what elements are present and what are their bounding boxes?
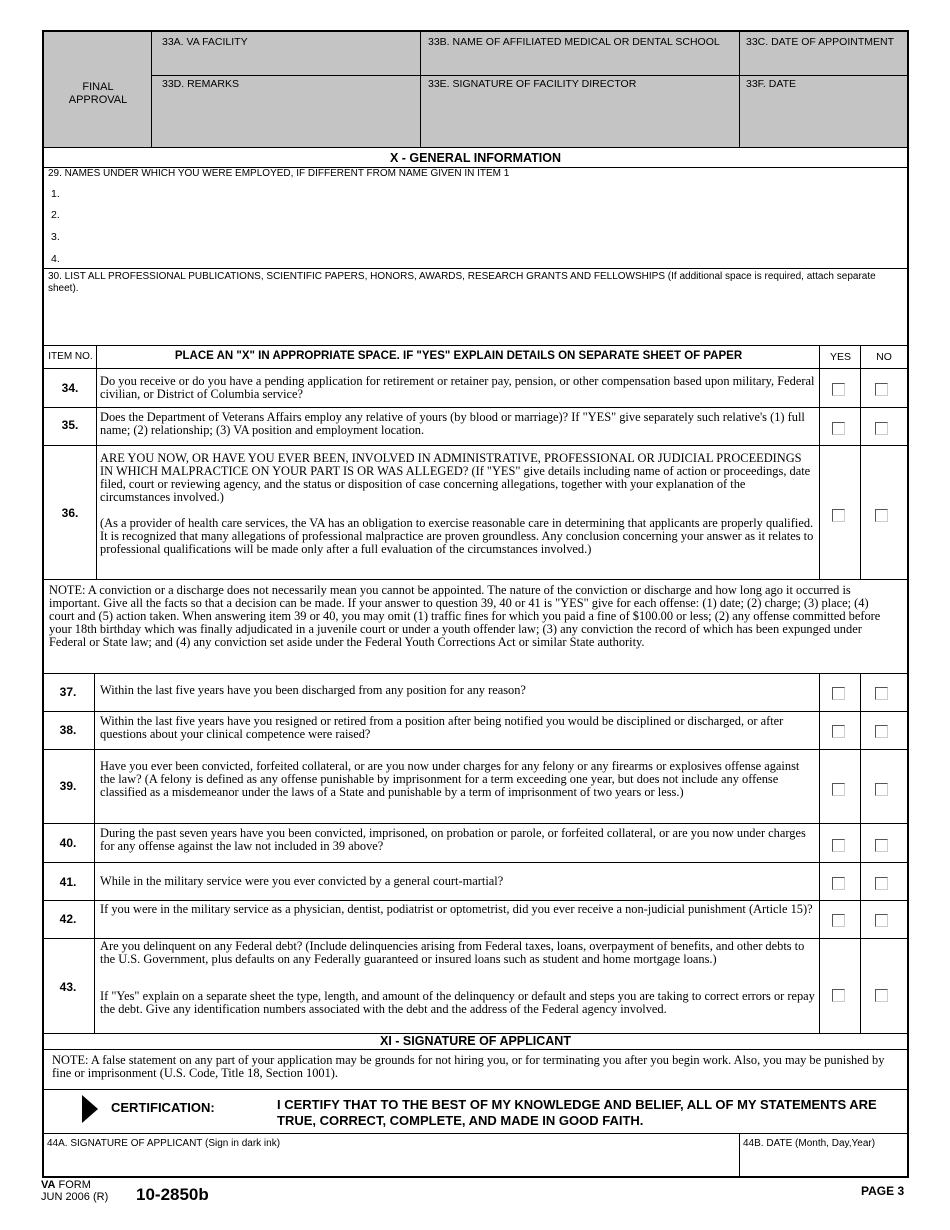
q43-text-explain: If "Yes" explain on a separate sheet the type, length, and amount of the delinquency or default and steps you are taking to correct errors or repay the debt. Give any identification numbers associated with the debt and the address of the Federal agency involved. [100,989,815,1016]
q42-yes-checkbox[interactable] [832,914,845,927]
footer-form-word: FORM [58,1179,91,1191]
instruction-header: PLACE AN "X" IN APPROPRIATE SPACE. IF "YES" EXPLAIN DETAILS ON SEPARATE SHEET OF PAPER [174,350,743,362]
field-33a-label[interactable]: 33A. VA FACILITY [162,36,248,48]
certification-label: CERTIFICATION: [111,1100,215,1115]
item-30-label[interactable]: 30. LIST ALL PROFESSIONAL PUBLICATIONS, SCIENTIFIC PAPERS, HONORS, AWARDS, RESEARCH GRANTS AND FELLOWSHIPS (If additional space is required, attach separate sheet). [48,271,876,294]
q39-number: 39. [59,779,77,793]
item-29-label: 29. NAMES UNDER WHICH YOU WERE EMPLOYED, IF DIFFERENT FROM NAME GIVEN IN ITEM 1 [48,168,510,179]
q37-text: Within the last five years have you been discharged from any position for any reason? [100,683,526,697]
q35-number: 35. [61,418,79,432]
q41-no-checkbox[interactable] [875,877,888,890]
q36-text: ARE YOU NOW, OR HAVE YOU EVER BEEN, INVOLVED IN ADMINISTRATIVE, PROFESSIONAL OR JUDICIAL PROCEEDINGS IN WHICH MALPRACTICE ON YOUR PART IS OR WAS ALLEGED? (If "YES" give details including name of action or proceedings, date filed, court or reviewing agency, and the status or disposition of case concerning allegations, together with your explanation of the circumstances involved.) [100,451,811,504]
item-29-line-1[interactable]: 1. [51,188,60,200]
q39-text: Have you ever been convicted, forfeited collateral, or are you now under charges for any felony or any firearms or explosives offense against the law? (A felony is defined as any offense punishable by imprisonment for a term exceeding one year, but does not include any offense classified as a misdemeanor under the laws of a State and punishable by a term of imprisonment of two years or less.) [100,759,800,799]
yes-header: YES [829,351,851,363]
q34-no-checkbox[interactable] [875,383,888,396]
q35-no-checkbox[interactable] [875,422,888,435]
section-x-title: X - GENERAL INFORMATION [389,151,562,165]
q36-yes-checkbox[interactable] [832,509,845,522]
q41-number: 41. [59,875,77,889]
conviction-note: NOTE: A conviction or a discharge does not necessarily mean you cannot be appointed. The nature of the conviction or discharge and how long ago it occurred is important. Give all the facts so that a decision can be made. If your answer to question 39, 40 or 41 is "YES" give for each offense: (1) date; (2) charge; (3) place; (4) court and (5) action taken. When answering item 39 or 40, you may omit (1) traffic fines for which you paid a fine of $100.00 or less; (2) any offense committed before your 18th birthday which was finally adjudicated in a juvenile court or under a youth offender law; (3) any conviction the record of which has been expunged under Federal or State law; and (4) any conviction set aside under the Federal Youth Corrections Act or similar State authority. [49,583,881,649]
section-xi-title: XI - SIGNATURE OF APPLICANT [380,1034,571,1048]
item-29-line-4[interactable]: 4. [51,253,60,265]
q37-number: 37. [59,685,77,699]
q38-text: Within the last five years have you resigned or retired from a position after being notified you would be disciplined or discharged, or after questions about your clinical competence were raised? [100,714,784,741]
q36-no-checkbox[interactable] [875,509,888,522]
footer-page-number: PAGE 3 [861,1184,905,1198]
q39-yes-checkbox[interactable] [832,783,845,796]
q43-text: Are you delinquent on any Federal debt? (Include delinquencies arising from Federal taxes, loans, overpayment of benefits, and other debts to the U.S. Government, plus defaults on any Federally guaranteed or insured loans such as student and home mortgage loans.) [100,939,805,966]
signature-field-label[interactable]: 44A. SIGNATURE OF APPLICANT (Sign in dark ink) [47,1138,281,1149]
final-approval-label: FINAL APPROVAL [68,81,128,106]
q41-yes-checkbox[interactable] [832,877,845,890]
false-statement-note: NOTE: A false statement on any part of your application may be grounds for not hiring you, or for terminating you after you begin work. Also, you may be punished by fine or imprisonment (U.S. Code, Title 18, Section 1001). [52,1053,885,1080]
form-body-frame [42,148,909,1178]
footer-form-id [41,1179,91,1191]
item-29-line-2[interactable]: 2. [51,209,60,221]
table-header [44,346,907,368]
certification-text: I CERTIFY THAT TO THE BEST OF MY KNOWLEDGE AND BELIEF, ALL OF MY STATEMENTS ARE TRUE, CORRECT, COMPLETE, AND MADE IN GOOD FAITH. [277,1097,877,1128]
q42-text: If you were in the military service as a physician, dentist, podiatrist or optometrist, did you ever receive a non-judicial punishment (Article 15)? [100,902,813,916]
item-29-line-3[interactable]: 3. [51,231,60,243]
footer-revision-date: JUN 2006 (R) [41,1191,109,1203]
q40-number: 40. [59,836,77,850]
q43-yes-checkbox[interactable] [832,989,845,1002]
field-33c-label[interactable]: 33C. DATE OF APPOINTMENT [746,36,894,48]
field-33b-label[interactable]: 33B. NAME OF AFFILIATED MEDICAL OR DENTAL SCHOOL [428,36,720,48]
q36-number: 36. [61,506,79,520]
date-field-label[interactable]: 44B. DATE (Month, Day,Year) [743,1138,876,1149]
q43-number: 43. [59,980,77,994]
item-no-header: ITEM NO. [48,351,93,362]
q43-no-checkbox[interactable] [875,989,888,1002]
no-header: NO [876,351,892,363]
field-33d-label[interactable]: 33D. REMARKS [162,78,240,90]
q37-yes-checkbox[interactable] [832,687,845,700]
field-33f-label[interactable]: 33F. DATE [746,78,796,90]
q34-yes-checkbox[interactable] [832,383,845,396]
q36-text-provider: (As a provider of health care services, the VA has an obligation to exercise reasonable care in determining that applicants are properly qualified. It is recognized that many allegations of professional malpractice are proven groundless. Any conclusion concerning your answer as it relates to professional qualifications will be made only after a full evaluation of the circumstances involved.) [100,516,814,556]
footer-form-number: 10-2850b [136,1185,209,1204]
q40-yes-checkbox[interactable] [832,839,845,852]
q37-no-checkbox[interactable] [875,687,888,700]
arrow-right-icon [82,1095,98,1123]
q40-no-checkbox[interactable] [875,839,888,852]
field-33e-label[interactable]: 33E. SIGNATURE OF FACILITY DIRECTOR [428,78,637,90]
q35-text: Does the Department of Veterans Affairs employ any relative of yours (by blood or marriage)? If "YES" give separately such relative's (1) full name; (2) relationship; (3) VA position and employment location. [100,410,805,437]
q39-no-checkbox[interactable] [875,783,888,796]
q42-no-checkbox[interactable] [875,914,888,927]
q40-text: During the past seven years have you been convicted, imprisoned, on probation or parole, or forfeited collateral, or are you now under charges for any offense against the law not included in 39 above? [100,826,806,853]
q42-number: 42. [59,912,77,926]
q38-number: 38. [59,723,77,737]
q41-text: While in the military service were you ever convicted by a general court-martial? [100,874,504,888]
footer-va: VA [41,1179,56,1191]
q34-number: 34. [61,381,79,395]
q38-no-checkbox[interactable] [875,725,888,738]
q34-text: Do you receive or do you have a pending application for retirement or retainer pay, pension, or other compensation based upon military, Federal civilian, or District of Columbia service? [100,374,815,401]
q35-yes-checkbox[interactable] [832,422,845,435]
q38-yes-checkbox[interactable] [832,725,845,738]
